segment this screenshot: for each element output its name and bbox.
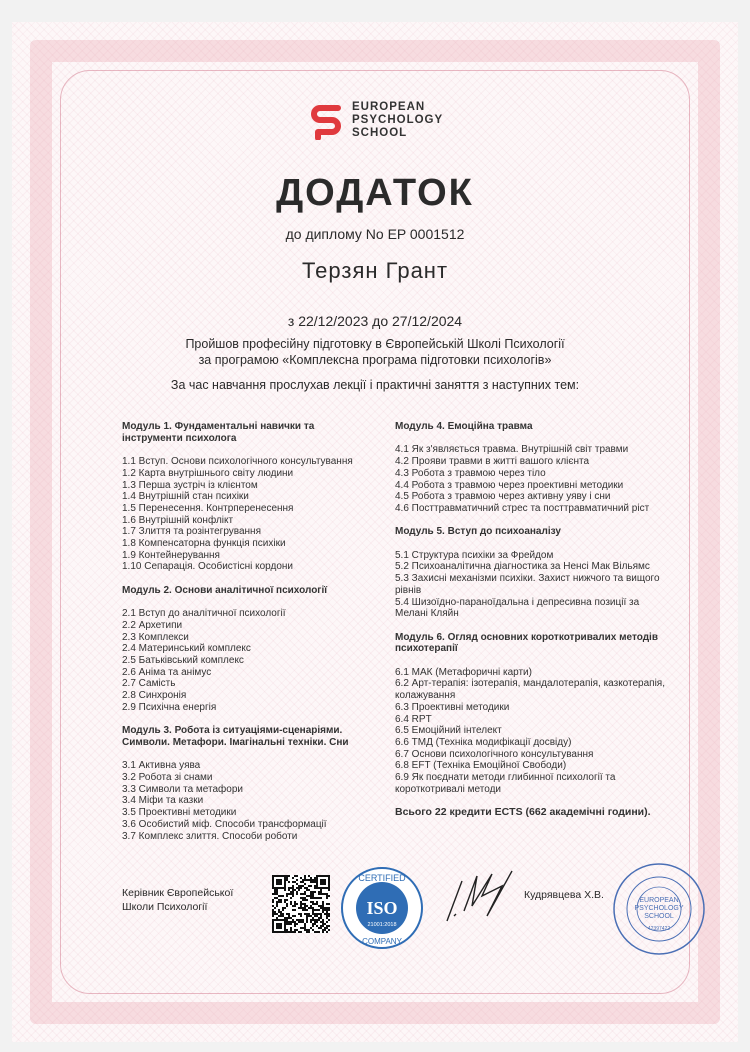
- module-topic: 6.2 Арт-терапія: ізотерапія, мандалотерапія, казкотерапія, колажування: [395, 678, 666, 702]
- modules-right-wrapper: [395, 421, 672, 819]
- module-topic: 4.1 Як з'являється травма. Внутрішній світ травми: [395, 444, 629, 456]
- module-section: [122, 421, 372, 573]
- modules-right-column: [395, 421, 672, 795]
- modules-left-column: [122, 421, 372, 854]
- module-topic: 3.2 Робота зі снами: [122, 772, 213, 784]
- module-topic: 4.5 Робота з травмою через активну уяву і сни: [395, 491, 611, 503]
- school-logo: [308, 100, 443, 140]
- module-topic: 2.1 Вступ до аналітичної психології: [122, 608, 286, 620]
- stamp-text: EUROPEAN: [639, 896, 679, 904]
- topics-intro: За час навчання прослухав лекції і практичні заняття з наступних тем:: [170, 378, 580, 392]
- module-topic: 3.1 Активна уява: [122, 760, 201, 772]
- signature-footer: [122, 862, 684, 957]
- diploma-number: до диплому No EP 0001512: [285, 226, 465, 242]
- module-section: [395, 421, 672, 515]
- school-stamp: [612, 862, 707, 957]
- module-topic: 5.3 Захисні механізми психіки. Захист нижчого та вищого рівнів: [395, 573, 660, 596]
- module-topic: 6.8 EFT (Техніка Емоційної Свободи): [395, 760, 567, 772]
- logo-text-line: PSYCHOLOGY: [352, 113, 444, 126]
- module-topic: 4.6 Посттравматичний стрес та посттравматичний ріст: [395, 502, 650, 514]
- module-topic: 2.9 Психічна енергія: [122, 701, 217, 713]
- iso-top-text: CERTIFIED: [358, 872, 406, 883]
- module-title: Модуль 2. Основи аналітичної психології: [122, 584, 328, 596]
- module-section: [395, 526, 672, 620]
- module-topic: 1.6 Внутрішній конфлікт: [122, 514, 234, 526]
- module-topic: 1.8 Компенсаторна функція психіки: [122, 538, 286, 550]
- description-line: за програмою «Комплексна програма підготовки психологів»: [198, 353, 552, 367]
- head-label-line: Школи Психології: [122, 900, 208, 913]
- module-topic: 1.9 Контейнерування: [122, 549, 220, 561]
- module-topic: 1.3 Перша зустріч із клієнтом: [122, 479, 258, 491]
- description-line: Пройшов професійну підготовку в Європейській Школі Психології: [185, 337, 565, 351]
- logo-mark-icon: [308, 100, 344, 140]
- content-area: [122, 421, 684, 957]
- module-topic: 2.3 Комплекси: [122, 631, 189, 643]
- iso-number-text: 21001:2018: [367, 921, 397, 928]
- module-topic: 6.5 Емоційний інтелект: [395, 725, 502, 737]
- iso-main-text: ISO: [366, 897, 398, 918]
- program-description: [0, 336, 750, 368]
- module-topic: 6.6 ТМД (Техніка модифікації досвіду): [395, 736, 572, 748]
- study-dates: з 22/12/2023 до 27/12/2024: [287, 313, 463, 329]
- handwritten-signature: [442, 866, 522, 926]
- module-topic: 1.5 Перенесення. Контрперенесення: [122, 502, 294, 514]
- module-topic: 2.5 Батьківський комплекс: [122, 655, 244, 667]
- module-topic: 2.4 Материнський комплекс: [122, 643, 251, 655]
- module-topic: 1.7 Злиття та розінтегрування: [122, 526, 261, 538]
- module-topic: 5.1 Структура психіки за Фрейдом: [395, 549, 554, 561]
- module-topic: 4.2 Прояви травми в житті вашого клієнта: [395, 456, 590, 468]
- module-topic: 3.3 Символи та метафори: [122, 783, 243, 795]
- qr-code[interactable]: [272, 875, 330, 933]
- module-topic: 6.7 Основи психологічного консультування: [395, 748, 594, 760]
- module-title: Модуль 1. Фундаментальні навички та інструменти психолога: [122, 421, 315, 444]
- module-topic: 1.10 Сепарація. Особистісні кордони: [122, 561, 294, 573]
- module-topic: 4.4 Робота з травмою через проективні методики: [395, 479, 624, 491]
- module-topic: 5.2 Психоаналітична діагностика за Ненсі Мак Вільямс: [395, 561, 650, 573]
- module-topic: 2.8 Синхронія: [122, 690, 187, 702]
- module-topic: 1.1 Вступ. Основи психологічного консультування: [122, 456, 353, 468]
- module-title: Модуль 5. Вступ до психоаналізу: [395, 526, 561, 538]
- module-topic: 6.4 RPT: [395, 713, 432, 725]
- logo-text-line: SCHOOL: [352, 126, 408, 139]
- module-topic: 6.9 Як поєднати методи глибинної психології та короткотривалі методи: [395, 772, 616, 795]
- module-topic: 3.7 Комплекс злиття. Способи роботи: [122, 830, 298, 842]
- stamp-text: SCHOOL: [644, 912, 674, 920]
- module-topic: 5.4 Шизоїдно-параноїдальна і депресивна позиції за Мелані Кляйн: [395, 596, 640, 620]
- signer-name: Кудрявцева Х.В.: [524, 888, 604, 901]
- module-topic: 2.6 Аніма та анімус: [122, 666, 212, 678]
- stamp-text: PSYCHOLOGY: [634, 904, 684, 912]
- document-title: ДОДАТОК: [276, 172, 474, 214]
- module-topic: 2.7 Самість: [122, 678, 176, 690]
- module-section: [122, 725, 372, 842]
- total-credits: Всього 22 кредити ECTS (662 академічні години).: [395, 806, 651, 819]
- recipient-name: Терзян Грант: [301, 258, 449, 283]
- module-topic: 3.4 Міфи та казки: [122, 795, 204, 807]
- module-topic: 4.3 Робота з травмою через тіло: [395, 467, 546, 479]
- module-title: Модуль 6. Огляд основних короткотривалих методів психотерапії: [395, 631, 658, 655]
- iso-certified-badge: [340, 866, 424, 950]
- module-topic: 3.6 Особистий міф. Способи трансформації: [122, 818, 327, 830]
- head-label-line: Керівник Європейської: [122, 886, 234, 899]
- logo-text-line: EUROPEAN: [352, 100, 426, 113]
- module-topic: 1.4 Внутрішній стан психіки: [122, 491, 249, 503]
- modules-columns: [122, 421, 672, 854]
- module-topic: 6.3 Проективні методики: [395, 701, 510, 713]
- module-topic: 2.2 Архетипи: [122, 619, 183, 631]
- stamp-code: 42397422: [647, 925, 671, 932]
- module-topic: 6.1 МАК (Метафоричні карти): [395, 666, 532, 678]
- iso-bottom-text: COMPANY: [362, 936, 402, 946]
- module-section: [395, 632, 672, 796]
- head-signature-label: [122, 886, 233, 914]
- module-title: Модуль 4. Емоційна травма: [395, 421, 533, 432]
- module-section: [122, 585, 372, 714]
- module-topic: 3.5 Проективні методики: [122, 807, 237, 819]
- module-title: Модуль 3. Робота із ситуаціями-сценаріями. Символи. Метафори. Імагінальні техніки. Сни: [122, 725, 349, 748]
- module-topic: 1.2 Карта внутрішнього світу людини: [122, 467, 294, 479]
